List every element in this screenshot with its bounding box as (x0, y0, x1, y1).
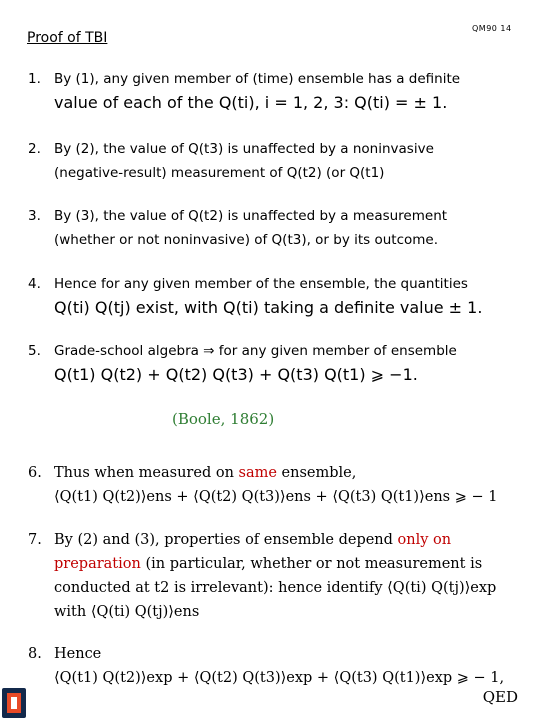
item-line: conducted at t2 is irrelevant): hence identify ⟨Q(ti) Q(tj)⟩exp (54, 580, 497, 596)
item-line: Grade-school algebra ⇒ for any given member of ensemble (54, 343, 457, 359)
item-line: value of each of the Q(ti), i = 1, 2, 3: Q(ti) = ± 1. (54, 93, 448, 112)
item-number: 4. (28, 276, 41, 292)
citation: (Boole, 1862) (172, 410, 275, 428)
item-number: 6. (28, 465, 42, 481)
qed-label: QED (482, 688, 518, 706)
slide-code: QM90 14 (472, 24, 512, 33)
item-text: Thus when measured on (54, 465, 239, 481)
item-line: Q(ti) Q(tj) exist, with Q(ti) taking a definite value ± 1. (54, 298, 483, 317)
item-line: Q(t1) Q(t2) + Q(t2) Q(t3) + Q(t3) Q(t1) ⩾ −1. (54, 365, 418, 384)
emphasis-text: same (238, 465, 277, 481)
item-line: Hence for any given member of the ensemble, the quantities (54, 276, 468, 292)
university-logo-icon (2, 688, 26, 718)
emphasis-text: only on (397, 532, 452, 548)
item-line: By (3), the value of Q(t2) is unaffected by a measurement (54, 208, 448, 224)
item-number: 2. (28, 141, 41, 157)
item-line (54, 528, 526, 552)
item-number: 1. (28, 71, 41, 87)
item-text: By (2) and (3), properties of ensemble depend (54, 532, 398, 548)
item-number: 3. (28, 208, 41, 224)
item-number: 5. (28, 343, 41, 359)
item-line (54, 552, 526, 576)
item-number: 8. (28, 646, 42, 662)
item-line: By (2), the value of Q(t3) is unaffected by a noninvasive (54, 141, 434, 157)
item-line: By (1), any given member of (time) ensemble has a definite (54, 71, 461, 87)
item-line: ⟨Q(t1) Q(t2)⟩exp + ⟨Q(t2) Q(t3)⟩exp + ⟨Q(t3) Q(t1)⟩exp ⩾ − 1, (54, 670, 505, 686)
item-line: ⟨Q(t1) Q(t2)⟩ens + ⟨Q(t2) Q(t3)⟩ens + ⟨Q(t3) Q(t1)⟩ens ⩾ − 1 (54, 489, 498, 505)
item-number: 7. (28, 532, 42, 548)
item-line (54, 461, 526, 485)
item-text: (in particular, whether or not measurement is (140, 556, 483, 572)
item-text: ensemble, (276, 465, 357, 481)
item-line: (whether or not noninvasive) of Q(t3), or by its outcome. (54, 232, 439, 248)
item-line: Hence (54, 646, 102, 662)
slide-title: Proof of TBI (27, 30, 108, 46)
item-line: (negative-result) measurement of Q(t2) (or Q(t1) (54, 165, 385, 181)
item-line: with ⟨Q(ti) Q(tj)⟩ens (54, 604, 200, 620)
emphasis-text: preparation (54, 556, 141, 572)
